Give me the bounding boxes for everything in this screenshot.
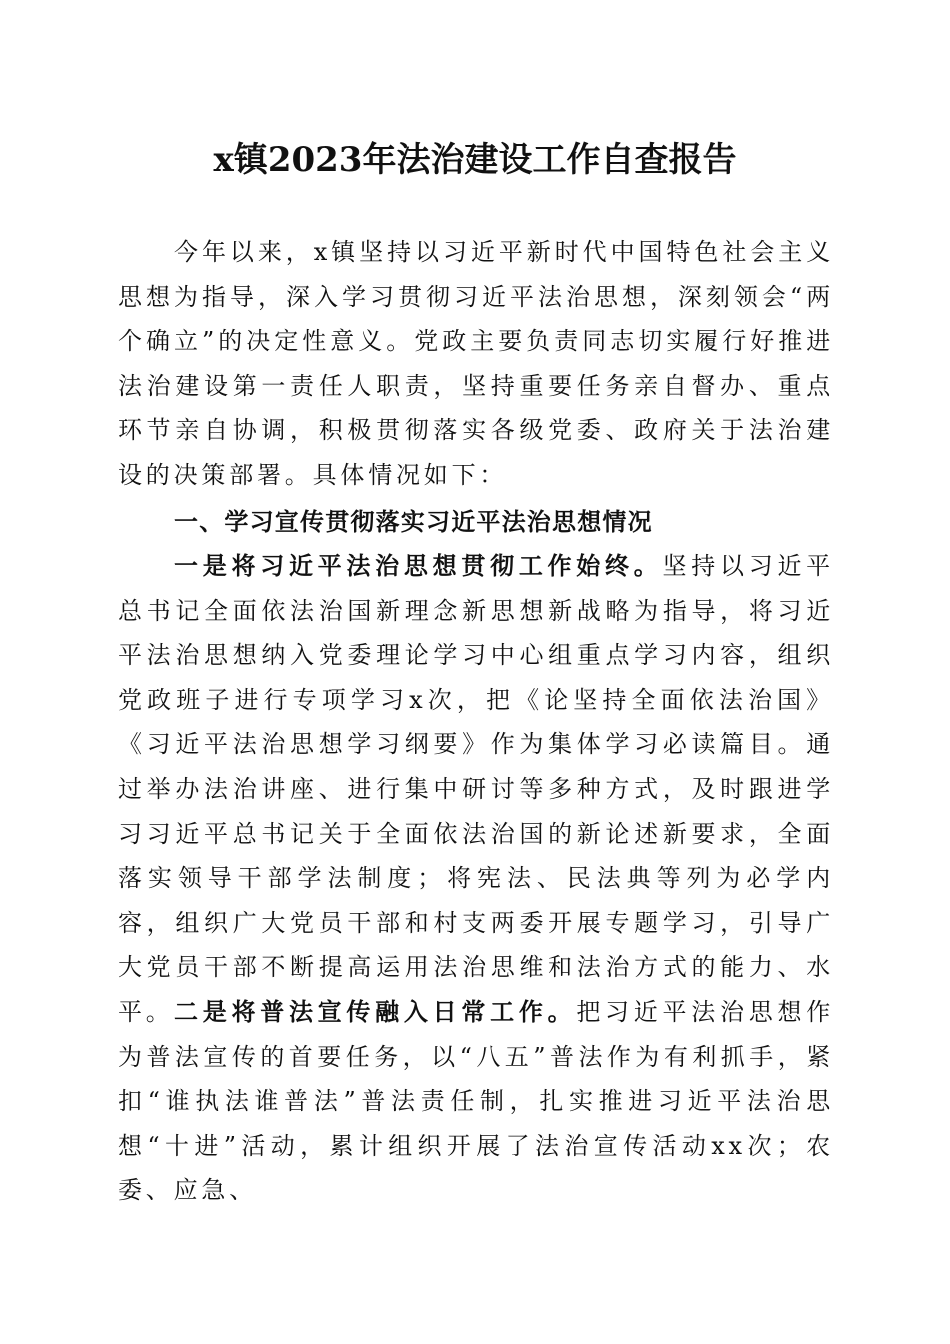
- paragraph-item-2-lead: 二是将普法宣传融入日常工作。: [174, 997, 577, 1026]
- document-title: x镇2023年法治建设工作自查报告: [213, 140, 737, 180]
- paragraph-item-1: [118, 544, 834, 1035]
- paragraph-item-2-text: 把习近平法治思想作为普法宣传的首要任务，以“八五”普法作为有利抓手，紧扣“谁执法谁普法”普法责任制，扎实推进习近平法治思想“十进”活动，累计组织开展了法治宣传活动xx次；农委、应急、: [118, 998, 835, 1205]
- paragraph-item-2: [118, 990, 834, 1213]
- section-heading-1: 一、学习宣传贯彻落实习近平法治思想情况: [174, 508, 653, 536]
- paragraph-item-1-lead: 一是将习近平法治思想贯彻工作始终。: [174, 551, 663, 580]
- paragraph-item-1-text: 坚持以习近平总书记全面依法治国新理念新思想新战略为指导，将习近平法治思想纳入党委理论学习中心组重点学习内容，组织党政班子进行专项学习x次，把《论坚持全面依法治国》《习近平法治思想学习纲要》作为集体学习必读篇目。通过举办法治讲座、进行集中研讨等多种方式，及时跟进学习习近平总书记关于全面依法治国的新论述新要求，全面落实领导干部学法制度；将宪法、民法典等列为必学内容，组织广大党员干部和村支两委开展专题学习，引导广大党员干部不断提高运用法治思维和法治方式的能力、水平。: [118, 552, 834, 1026]
- intro-paragraph: 今年以来，x镇坚持以习近平新时代中国特色社会主义思想为指导，深入学习贯彻习近平法治思想，深刻领会“两个确立”的决定性意义。党政主要负责同志切实履行好推进法治建设第一责任人职责，坚持重要任务亲自督办、重点环节亲自协调，积极贯彻落实各级党委、政府关于法治建设的决策部署。具体情况如下：: [118, 238, 834, 489]
